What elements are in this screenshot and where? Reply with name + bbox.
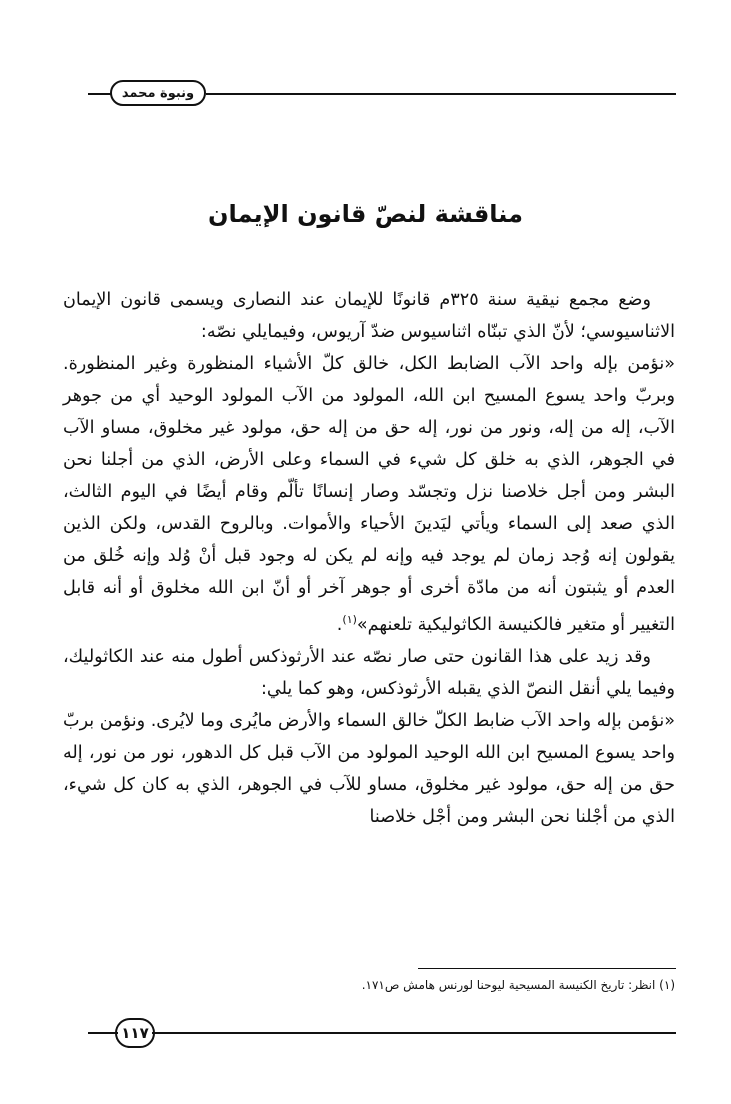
paragraph-orthodox-creed-quote: «نؤمن بإله واحد الآب ضابط الكلّ خالق السماء والأرض مايُرى وما لايُرى. ونؤمن بربّ واحد يسوع المسيح ابن الله الوحيد المولود من الآب قبل كل الدهور، نور من نور، إله حق من إله حق، مولود غير مخلوق، مساو للآب في الجوهر، الذي به كان كل شيء، الذي من أجْلنا نحن البشر ومن أجْل خلاصنا (63, 710, 675, 827)
running-title: ونبوة محمد (121, 85, 195, 101)
footnote: (١) انظر: تاريخ الكنيسة المسيحية ليوحنا لورنس هامش ص١٧١. (361, 978, 675, 992)
footer-rule-left (88, 1032, 118, 1034)
page-number: ١١٧ (121, 1024, 149, 1042)
paragraph-nicene-creed-quote (63, 348, 675, 641)
footnote-marker: (١) (342, 613, 357, 626)
paragraph-orthodox-intro: وقد زيد على هذا القانون حتى صار نصّه عند الأرثوذكس أطول منه عند الكاثوليك، وفيما يلي أنقل النصّ الذي يقبله الأرثوذكس، وهو كما يلي: (63, 646, 675, 699)
page-number-badge (115, 1018, 155, 1048)
header-rule-left (88, 93, 112, 95)
paragraph-intro: وضع مجمع نيقية سنة ٣٢٥م قانونًا للإيمان عند النصارى ويسمى قانون الإيمان الاثناسيوسي؛ لأنّ الذي تبنّاه اثناسيوس ضدّ آريوس، وفيمايلي نصّه: (63, 290, 675, 342)
running-title-badge (110, 80, 206, 106)
quote-text: «نؤمن بإله واحد الآب الضابط الكل، خالق كلّ الأشياء المنظورة وغير المنظورة. وبربّ واحد يسوع المسيح ابن الله، المولود من الآب المولود الوحيد أي من جوهر الآب، إله من إله، ونور من نور، إله حق من إله حق، مولود غير مخلوق، مساو الآب في الجوهر، الذي به خلق كل شيء في السماء وعلى الأرض، الذي من أجلنا نحن البشر ومن أجل خلاصنا نزل وتجسّد وصار إنسانًا تألّم وقام أيضًا في اليوم الثالث، الذي صعد إلى السماء ويأتي ليَدينَ الأحياء والأموات. وبالروح القدس، ولكن الذين يقولون إنه وُجد زمان لم يوجد فيه وإنه لم يكن له وجود قبل أنْ وُلد وإنه خُلق من العدم أو يثبتون أنه من مادّة أخرى أو جوهر آخر أو أنّ ابن الله مخلوق أو أنه قابل التغيير أو متغير فالكنيسة الكاثوليكية تلعنهم» (63, 354, 675, 635)
body-text (63, 284, 675, 833)
footer-rule-right (152, 1032, 676, 1034)
quote-end-period: . (336, 614, 343, 635)
header-rule-right (206, 93, 676, 95)
chapter-title: مناقشة لنصّ قانون الإيمان (208, 200, 523, 228)
footnote-rule (418, 968, 676, 969)
